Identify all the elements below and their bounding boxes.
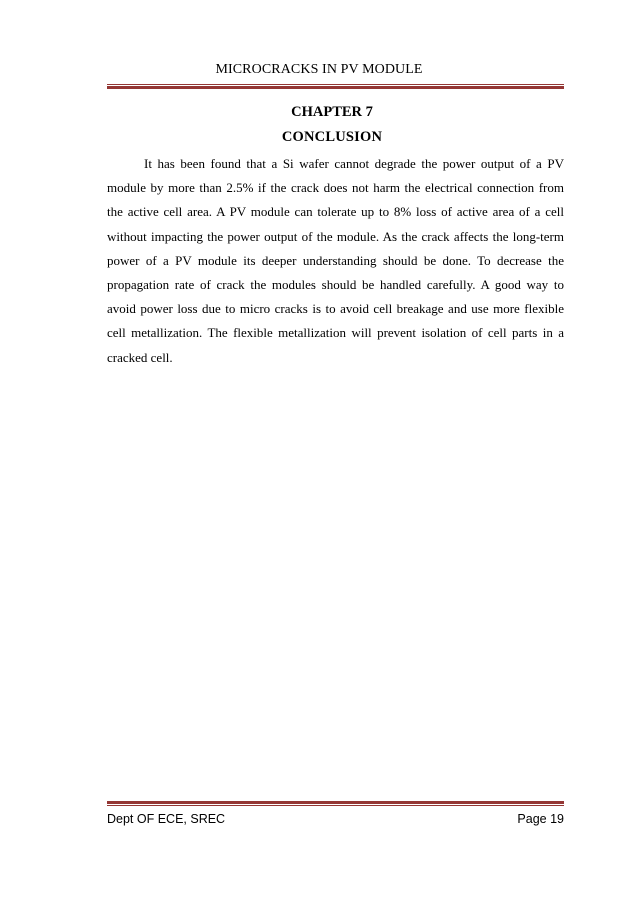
footer-rule-thin-line (107, 805, 564, 806)
chapter-title: CONCLUSION (281, 129, 383, 145)
footer-rule (107, 801, 564, 806)
conclusion-paragraph-text: It has been found that a Si wafer cannot degrade the power output of a PV module by more than 2.5% if the crack does not harm the electrical connection from the active cell area. A PV module can tolerate up to 8% loss of active area of a cell without impacting the power output of the module. As the crack affects the long-term power of a PV module its deeper understanding should be done. To decrease the propagation rate of crack the modules should be handled carefully. A good way to avoid power loss due to micro cracks is to avoid cell breakage and use more flexible cell metallization. The flexible metallization will prevent isolation of cell parts in a cracked cell. (107, 156, 564, 365)
footer-page-number: Page 19 (517, 812, 564, 826)
footer-rule-thick-line (107, 801, 564, 804)
conclusion-paragraph (107, 152, 564, 370)
footer-department: Dept OF ECE, SREC (107, 812, 226, 826)
chapter-number: CHAPTER 7 (291, 104, 373, 120)
header-rule (107, 84, 564, 89)
running-header: MICROCRACKS IN PV MODULE (215, 62, 423, 77)
header-rule-thick-line (107, 86, 564, 89)
header-rule-thin-line (107, 84, 564, 85)
